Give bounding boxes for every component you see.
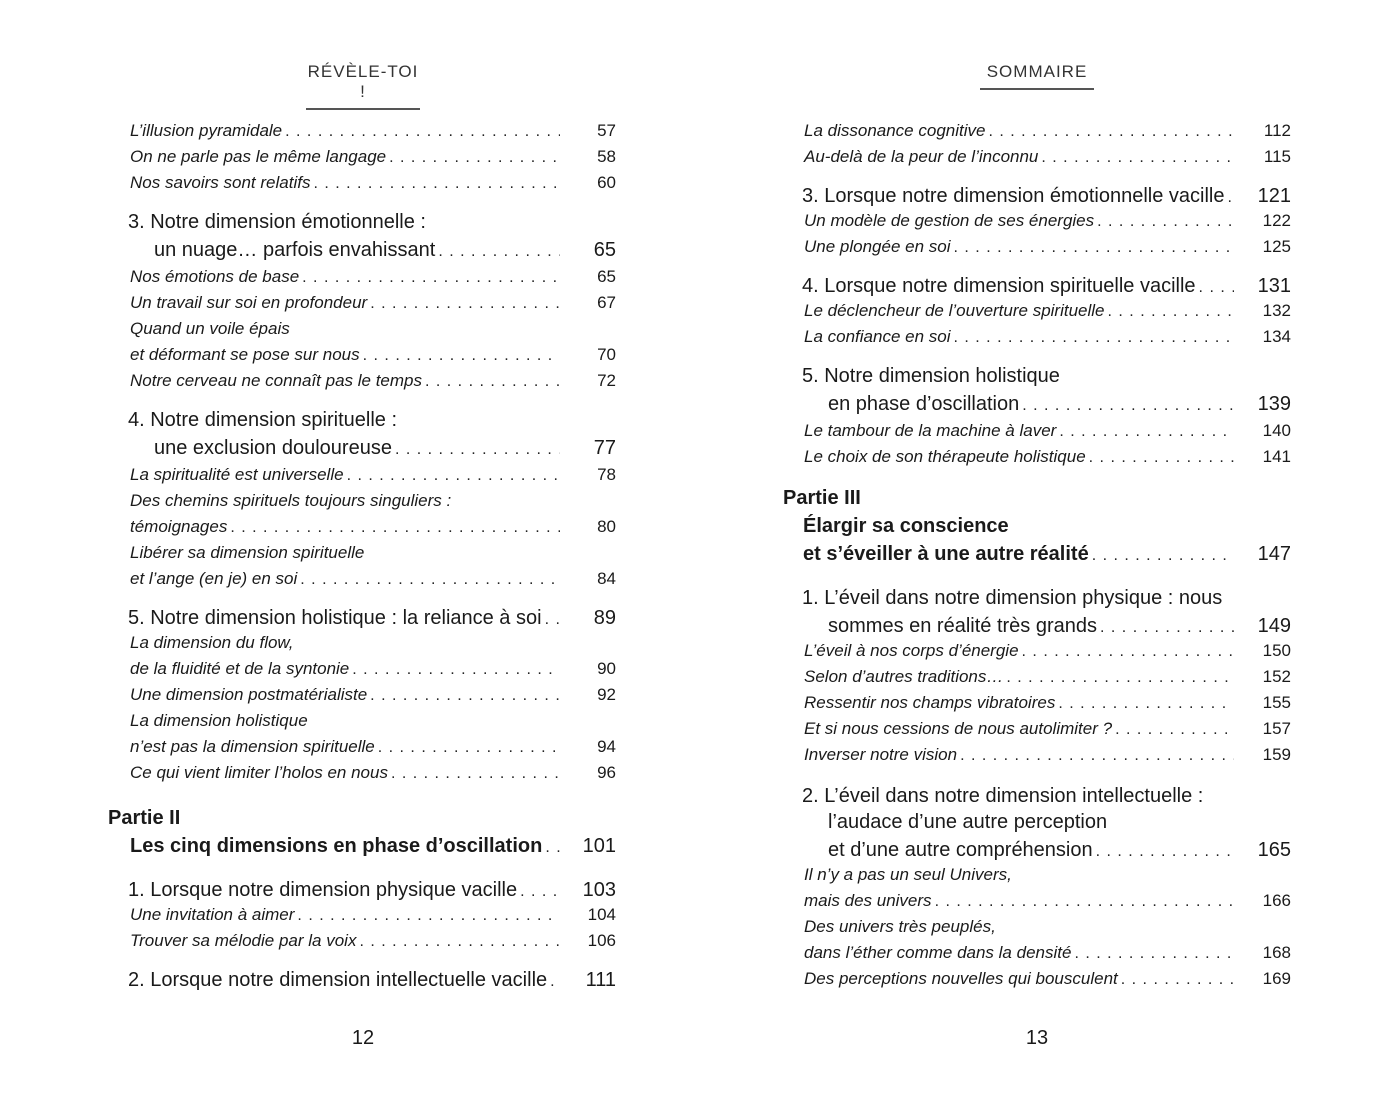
toc-page-number: 84 bbox=[597, 569, 616, 588]
toc-entry-title: une exclusion douloureuse bbox=[154, 437, 392, 459]
right-page bbox=[700, 0, 1400, 1115]
toc-entry bbox=[803, 543, 1234, 566]
toc-page-number: 166 bbox=[1262, 891, 1291, 910]
toc-entry-title: Des perceptions nouvelles qui bousculent bbox=[804, 969, 1118, 988]
dot-leader bbox=[363, 347, 560, 365]
dot-leader bbox=[988, 123, 1234, 141]
toc-page-number: 155 bbox=[1262, 693, 1291, 712]
dot-leader bbox=[1041, 149, 1234, 167]
toc-entry bbox=[130, 905, 560, 925]
toc-entry-title: Nos savoirs sont relatifs bbox=[130, 173, 311, 192]
toc-entry bbox=[130, 319, 670, 339]
toc-entry-title: Ressentir nos champs vibratoires bbox=[804, 693, 1056, 712]
running-head-text: RÉVÈLE-TOI ! bbox=[307, 62, 419, 101]
dot-leader bbox=[300, 571, 560, 589]
toc-entry bbox=[804, 121, 1234, 141]
toc-entry bbox=[128, 969, 560, 992]
toc-entry-title: Des univers très peuplés, bbox=[804, 917, 996, 936]
toc-page-number: 140 bbox=[1262, 421, 1291, 440]
toc-entry-title: un nuage… parfois envahissant bbox=[154, 239, 436, 261]
dot-leader bbox=[1006, 669, 1234, 687]
toc-entry bbox=[128, 211, 668, 234]
toc-entry bbox=[804, 641, 1234, 661]
toc-entry bbox=[130, 711, 670, 731]
dot-leader bbox=[1096, 843, 1234, 861]
running-head-text: SOMMAIRE bbox=[986, 62, 1088, 81]
running-head-rule bbox=[980, 88, 1094, 90]
toc-entry bbox=[154, 437, 560, 460]
toc-entry-title: Notre cerveau ne connaît pas le temps bbox=[130, 371, 422, 390]
dot-leader bbox=[425, 373, 560, 391]
toc-entry-title: de la fluidité et de la syntonie bbox=[130, 659, 350, 678]
toc-entry bbox=[130, 267, 560, 287]
dot-leader bbox=[313, 175, 560, 193]
toc-page-number: 94 bbox=[597, 737, 616, 756]
toc-page-number: 72 bbox=[597, 371, 616, 390]
toc-entry bbox=[804, 719, 1234, 739]
dot-leader bbox=[935, 893, 1234, 911]
toc-entry-title: 4. Notre dimension spirituelle : bbox=[128, 409, 398, 431]
toc-entry-title: Les cinq dimensions en phase d’oscillation bbox=[130, 835, 543, 857]
toc-entry-title: mais des univers bbox=[804, 891, 932, 910]
toc-entry bbox=[130, 659, 560, 679]
toc-entry-title: et d’une autre compréhension bbox=[828, 839, 1093, 861]
toc-page-number: 60 bbox=[597, 173, 616, 192]
toc-page-number: 92 bbox=[597, 685, 616, 704]
toc-page-number: 152 bbox=[1262, 667, 1291, 686]
toc-page-number: 77 bbox=[593, 437, 616, 459]
toc-entry bbox=[804, 237, 1234, 257]
toc-entry-title: et s’éveiller à une autre réalité bbox=[803, 543, 1089, 565]
toc-entry-title: Ce qui vient limiter l’holos en nous bbox=[130, 763, 388, 782]
toc-entry bbox=[804, 917, 1344, 937]
dot-leader bbox=[395, 441, 560, 459]
toc-entry-title: l’audace d’une autre perception bbox=[828, 811, 1108, 833]
toc-entry-title: Selon d’autres traditions… bbox=[804, 667, 1004, 686]
dot-leader bbox=[1121, 971, 1234, 989]
page-number-left: 12 bbox=[351, 1027, 375, 1049]
dot-leader bbox=[370, 295, 560, 313]
toc-entry bbox=[804, 421, 1234, 441]
toc-page-number: 58 bbox=[597, 147, 616, 166]
dot-leader bbox=[954, 329, 1235, 347]
toc-entry-title: La confiance en soi bbox=[804, 327, 951, 346]
dot-leader bbox=[954, 239, 1234, 257]
toc-entry bbox=[128, 607, 560, 630]
running-head-rule bbox=[306, 108, 420, 110]
toc-entry bbox=[130, 465, 560, 485]
toc-entry-title: Trouver sa mélodie par la voix bbox=[130, 931, 357, 950]
toc-page-number: 122 bbox=[1262, 211, 1291, 230]
toc-entry bbox=[804, 327, 1234, 347]
running-head-right bbox=[980, 62, 1094, 90]
toc-entry-title: La spiritualité est universelle bbox=[130, 465, 344, 484]
toc-entry-title: La dimension du flow, bbox=[130, 633, 294, 652]
dot-leader bbox=[1100, 619, 1234, 637]
toc-page-number: 101 bbox=[582, 835, 616, 857]
toc-entry bbox=[130, 835, 560, 858]
dot-leader bbox=[960, 747, 1234, 765]
toc-page-number: 125 bbox=[1262, 237, 1291, 256]
toc-entry-title: témoignages bbox=[130, 517, 228, 536]
toc-page-number: 134 bbox=[1262, 327, 1291, 346]
toc-entry bbox=[783, 487, 1323, 510]
toc-entry-title: Au-delà de la peur de l’inconnu bbox=[804, 147, 1039, 166]
toc-page-number: 147 bbox=[1257, 543, 1291, 565]
toc-entry bbox=[804, 891, 1234, 911]
dot-leader bbox=[389, 149, 560, 167]
toc-entry bbox=[828, 839, 1234, 862]
dot-leader bbox=[1097, 213, 1234, 231]
toc-entry-title: 5. Notre dimension holistique : la reliance à soi bbox=[128, 607, 542, 629]
dot-leader bbox=[1022, 397, 1234, 415]
toc-entry bbox=[828, 393, 1234, 416]
toc-entry bbox=[804, 745, 1234, 765]
toc-page-number: 157 bbox=[1262, 719, 1291, 738]
toc-page-number: 104 bbox=[587, 905, 616, 924]
toc-page-number: 111 bbox=[585, 969, 616, 991]
dot-leader bbox=[370, 687, 560, 705]
dot-leader bbox=[550, 973, 560, 991]
page-number-right: 13 bbox=[1025, 1027, 1049, 1049]
toc-entry bbox=[130, 345, 560, 365]
toc-page-number: 106 bbox=[587, 931, 616, 950]
toc-entry-title: 3. Lorsque notre dimension émotionnelle vacille bbox=[802, 185, 1225, 207]
toc-page-number: 80 bbox=[597, 517, 616, 536]
toc-entry bbox=[130, 517, 560, 537]
toc-entry-title: La dimension holistique bbox=[130, 711, 308, 730]
toc-entry-title: Le déclencheur de l’ouverture spirituelle bbox=[804, 301, 1105, 320]
toc-entry-title: Nos émotions de base bbox=[130, 267, 300, 286]
toc-entry-title: Le choix de son thérapeute holistique bbox=[804, 447, 1086, 466]
toc-entry bbox=[130, 293, 560, 313]
toc-page-number: 89 bbox=[593, 607, 616, 629]
toc-entry-title: L’éveil à nos corps d’énergie bbox=[804, 641, 1019, 660]
toc-entry-title: Quand un voile épais bbox=[130, 319, 290, 338]
dot-leader bbox=[438, 243, 560, 261]
dot-leader bbox=[297, 907, 560, 925]
toc-entry bbox=[130, 737, 560, 757]
dot-leader bbox=[1074, 945, 1234, 963]
toc-entry bbox=[804, 969, 1234, 989]
dot-leader bbox=[1227, 189, 1234, 207]
toc-entry bbox=[804, 865, 1344, 885]
toc-page-number: 132 bbox=[1262, 301, 1291, 320]
toc-entry-title: Partie III bbox=[783, 487, 861, 509]
toc-page-number: 150 bbox=[1262, 641, 1291, 660]
toc-entry bbox=[130, 633, 670, 653]
toc-entry-title: et l’ange (en je) en soi bbox=[130, 569, 298, 588]
toc-page-number: 78 bbox=[597, 465, 616, 484]
dot-leader bbox=[1199, 279, 1234, 297]
toc-entry-title: 3. Notre dimension émotionnelle : bbox=[128, 211, 426, 233]
toc-entry-title: n’est pas la dimension spirituelle bbox=[130, 737, 375, 756]
toc-entry-title: Inverser notre vision bbox=[804, 745, 958, 764]
toc-page-number: 169 bbox=[1262, 969, 1291, 988]
dot-leader bbox=[545, 839, 560, 857]
toc-page-number: 112 bbox=[1263, 121, 1291, 140]
toc-entry bbox=[804, 211, 1234, 231]
toc-entry-title: Une plongée en soi bbox=[804, 237, 951, 256]
toc-entry bbox=[130, 569, 560, 589]
running-head-left bbox=[306, 62, 420, 110]
toc-entry-title: Un travail sur soi en profondeur bbox=[130, 293, 368, 312]
toc-entry bbox=[803, 515, 1343, 538]
dot-leader bbox=[520, 883, 560, 901]
toc-entry bbox=[804, 147, 1234, 167]
toc-page-number: 103 bbox=[582, 879, 616, 901]
toc-entry bbox=[802, 185, 1234, 208]
toc-entry bbox=[802, 275, 1234, 298]
toc-entry bbox=[130, 763, 560, 783]
dot-leader bbox=[285, 123, 560, 141]
toc-entry-title: 2. Lorsque notre dimension intellectuelle vacille bbox=[128, 969, 548, 991]
toc-entry bbox=[130, 121, 560, 141]
dot-leader bbox=[378, 739, 560, 757]
toc-entry bbox=[802, 587, 1342, 610]
toc-entry-title: On ne parle pas le même langage bbox=[130, 147, 387, 166]
toc-page-number: 139 bbox=[1257, 393, 1291, 415]
toc-page-number: 165 bbox=[1257, 839, 1291, 861]
toc-entry-title: 2. L’éveil dans notre dimension intellectuelle : bbox=[802, 785, 1204, 807]
toc-entry-title: Une dimension postmatérialiste bbox=[130, 685, 368, 704]
toc-entry bbox=[804, 667, 1234, 687]
toc-page-number: 141 bbox=[1262, 447, 1291, 466]
toc-entry bbox=[130, 147, 560, 167]
toc-entry-title: La dissonance cognitive bbox=[804, 121, 986, 140]
toc-entry-title: et déformant se pose sur nous bbox=[130, 345, 360, 364]
toc-entry bbox=[804, 447, 1234, 467]
toc-entry bbox=[804, 693, 1234, 713]
dot-leader bbox=[359, 933, 560, 951]
dot-leader bbox=[352, 661, 560, 679]
toc-page-number: 65 bbox=[597, 267, 616, 286]
toc-entry bbox=[130, 931, 560, 951]
toc-entry-title: sommes en réalité très grands bbox=[828, 615, 1098, 637]
toc-entry-title: Un modèle de gestion de ses énergies bbox=[804, 211, 1095, 230]
toc-entry bbox=[130, 173, 560, 193]
toc-entry-title: 5. Notre dimension holistique bbox=[802, 365, 1060, 387]
toc-entry-title: dans l’éther comme dans la densité bbox=[804, 943, 1072, 962]
toc-entry bbox=[804, 943, 1234, 963]
toc-entry-title: Il n’y a pas un seul Univers, bbox=[804, 865, 1012, 884]
toc-page-number: 70 bbox=[597, 345, 616, 364]
dot-leader bbox=[302, 269, 560, 287]
toc-entry-title: Des chemins spirituels toujours singuliers : bbox=[130, 491, 452, 510]
dot-leader bbox=[230, 519, 560, 537]
toc-entry bbox=[802, 785, 1342, 808]
toc-page-number: 168 bbox=[1262, 943, 1291, 962]
toc-entry bbox=[128, 409, 668, 432]
toc-entry-title: 1. L’éveil dans notre dimension physique : nous bbox=[802, 587, 1223, 609]
dot-leader bbox=[1022, 643, 1234, 661]
toc-entry bbox=[130, 371, 560, 391]
dot-leader bbox=[347, 467, 560, 485]
toc-entry-title: Élargir sa conscience bbox=[803, 515, 1009, 537]
dot-leader bbox=[1059, 423, 1234, 441]
toc-entry bbox=[828, 615, 1234, 638]
toc-entry-title: 1. Lorsque notre dimension physique vacille bbox=[128, 879, 518, 901]
toc-entry bbox=[828, 811, 1368, 834]
toc-page-number: 90 bbox=[597, 659, 616, 678]
toc-entry bbox=[804, 301, 1234, 321]
toc-page-number: 65 bbox=[593, 239, 616, 261]
toc-page-number: 115 bbox=[1263, 147, 1291, 166]
toc-page-number: 96 bbox=[597, 763, 616, 782]
toc-page-number: 131 bbox=[1257, 275, 1291, 297]
dot-leader bbox=[1115, 721, 1234, 739]
toc-entry-title: en phase d’oscillation bbox=[828, 393, 1020, 415]
toc-page-number: 159 bbox=[1262, 745, 1291, 764]
toc-entry-title: Partie II bbox=[108, 807, 181, 829]
toc-entry-title: Le tambour de la machine à laver bbox=[804, 421, 1057, 440]
toc-entry-title: Libérer sa dimension spirituelle bbox=[130, 543, 365, 562]
dot-leader bbox=[1089, 449, 1234, 467]
toc-page-number: 149 bbox=[1257, 615, 1291, 637]
toc-entry-title: Une invitation à aimer bbox=[130, 905, 295, 924]
dot-leader bbox=[1058, 695, 1234, 713]
toc-entry bbox=[802, 365, 1342, 388]
toc-page-number: 67 bbox=[597, 293, 616, 312]
toc-entry bbox=[128, 879, 560, 902]
dot-leader bbox=[1108, 303, 1234, 321]
dot-leader bbox=[545, 611, 560, 629]
toc-page-number: 121 bbox=[1257, 185, 1291, 207]
toc-entry bbox=[130, 685, 560, 705]
toc-entry-title: 4. Lorsque notre dimension spirituelle vacille bbox=[802, 275, 1196, 297]
toc-entry-title: Et si nous cessions de nous autolimiter ? bbox=[804, 719, 1113, 738]
toc-entry bbox=[108, 807, 648, 830]
toc-page-number: 57 bbox=[597, 121, 616, 140]
toc-entry bbox=[130, 543, 670, 563]
dot-leader bbox=[391, 765, 560, 783]
dot-leader bbox=[1092, 547, 1234, 565]
toc-entry bbox=[154, 239, 560, 262]
toc-entry bbox=[130, 491, 670, 511]
toc-entry-title: L’illusion pyramidale bbox=[130, 121, 283, 140]
